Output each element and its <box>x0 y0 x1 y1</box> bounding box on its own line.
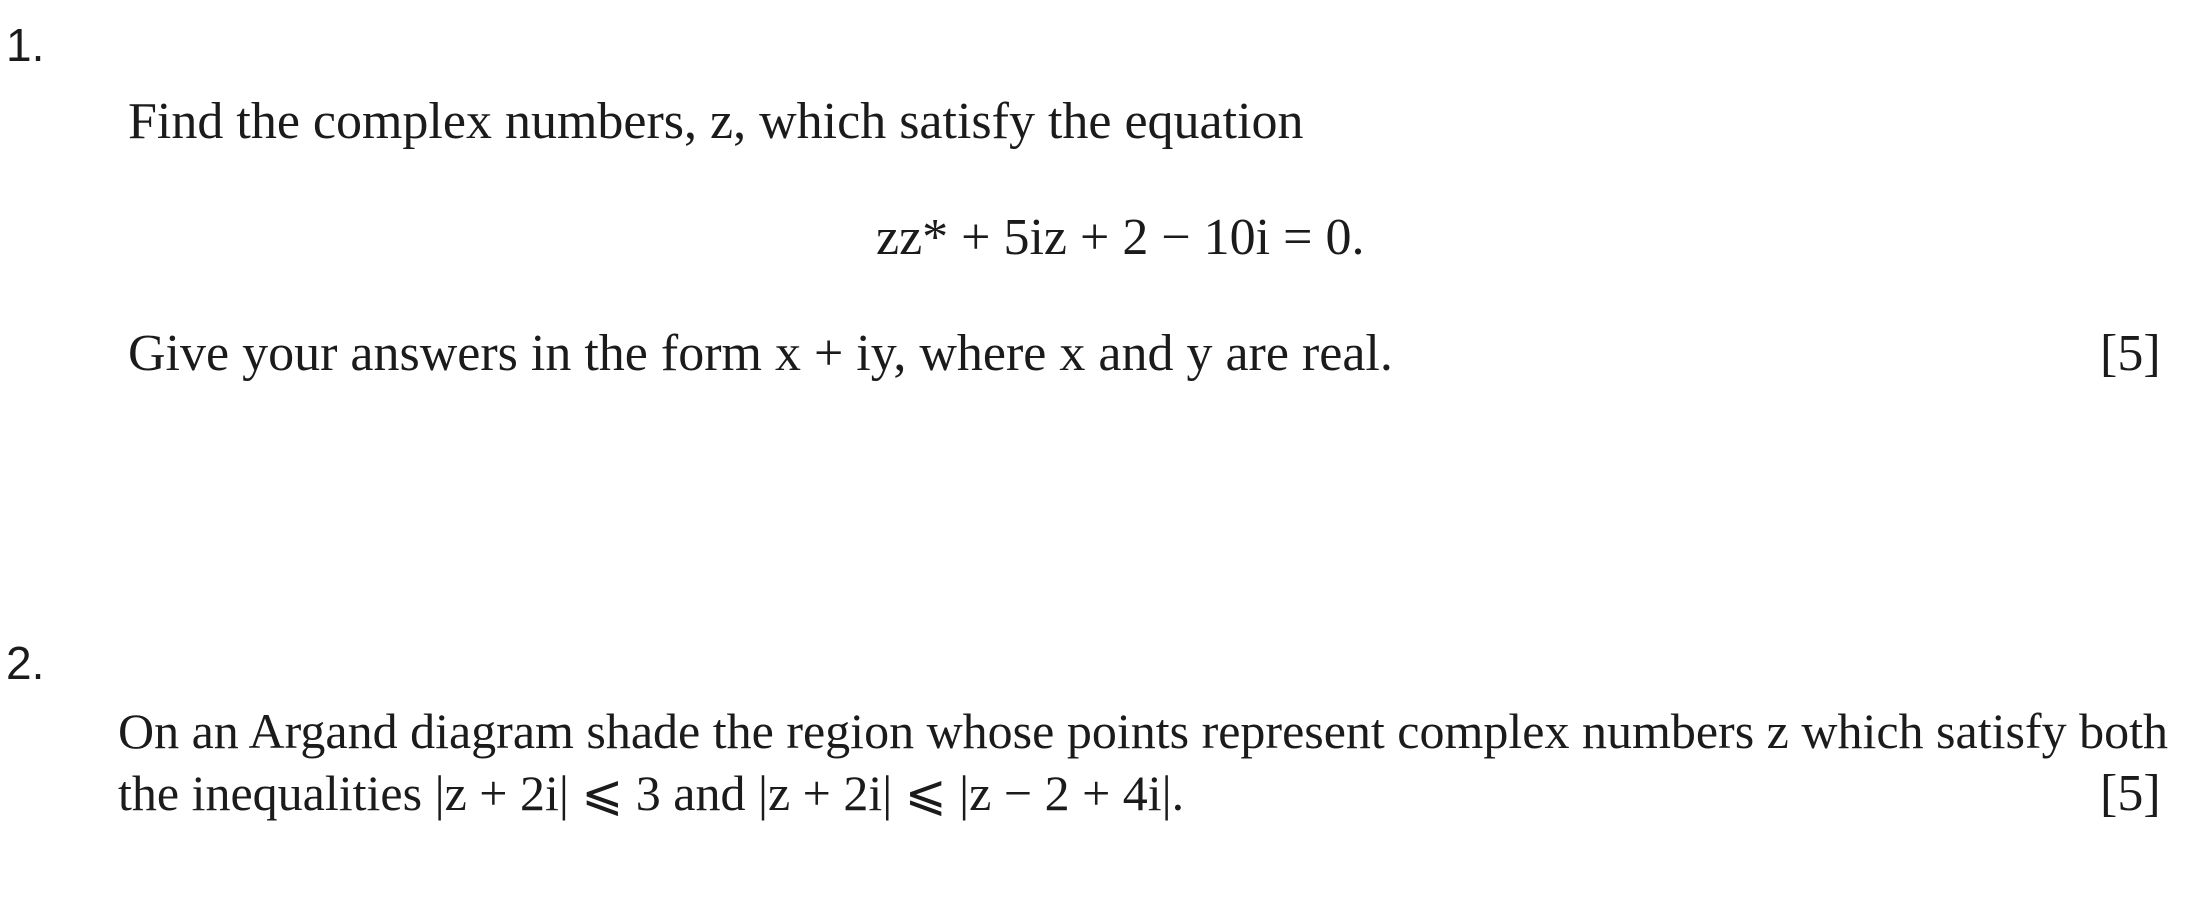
question-1-equation: zz* + 5iz + 2 − 10i = 0. <box>876 209 1365 266</box>
question-1-number: 1. <box>6 19 45 71</box>
question-1-intro: Find the complex numbers, z, which satisfy the equation <box>128 93 1304 150</box>
question-1-instruction: Give your answers in the form x + iy, where x and y are real. <box>128 325 1393 382</box>
question-2-marks: [5] <box>2100 765 2161 822</box>
question-2-number: 2. <box>6 637 45 689</box>
question-2-line-2: the inequalities |z + 2i| ⩽ 3 and |z + 2i| ⩽ |z − 2 + 4i|. <box>118 765 1185 821</box>
question-2-line-1: On an Argand diagram shade the region whose points represent complex numbers z which satisfy both <box>118 703 2168 759</box>
question-1-marks: [5] <box>2100 325 2161 382</box>
